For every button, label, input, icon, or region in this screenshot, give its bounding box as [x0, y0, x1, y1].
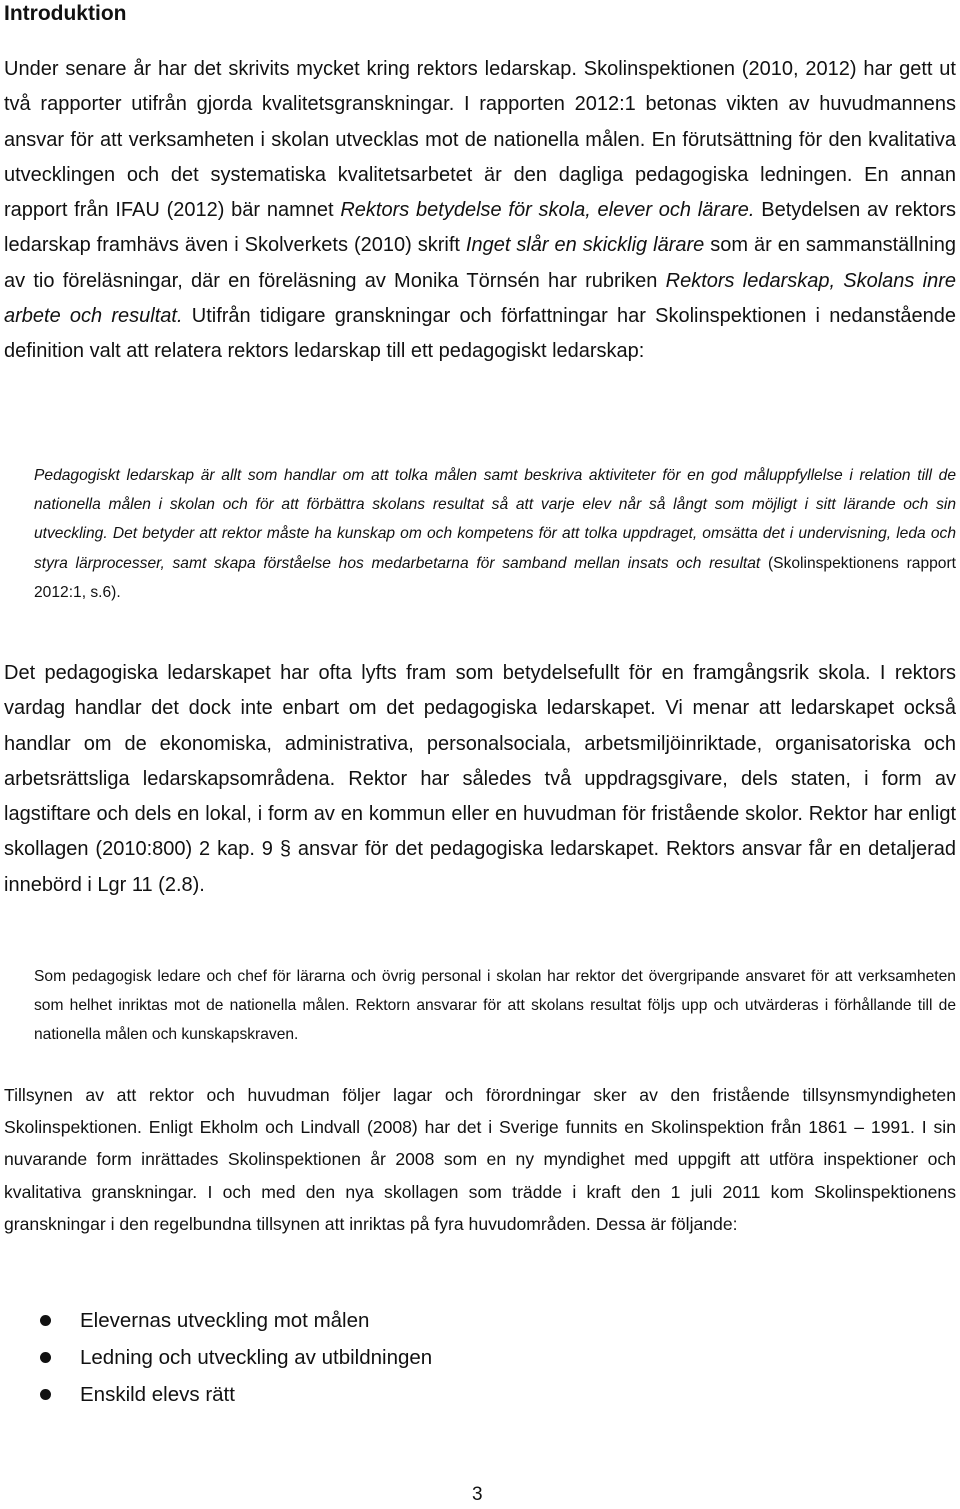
leadership-paragraph: Det pedagogiska ledarskapet har ofta lyfts fram som betydelsefullt för en framgångsrik skola. I rektors vardag handlar det dock inte enbart om det pedagogiska ledarskapet. Vi menar att ledarskapet också handlar om de ekonomiska, administrativa, personalsociala, arbetsmiljöinriktade, organisatoriska och arbetsrättsliga ledarskapsområdena. Rektor har således två uppdragsgivare, dels staten, i form av lagstiftare och dels en lokal, i form av en kommun eller en huvudman för fristående skolor. Rektor har enligt skollagen (2010:800) 2 kap. 9 § ansvar för det pedagogiska ledarskapet. Rektors ansvar får en detaljerad innebörd i Lgr 11 (2.8).	[4, 662, 956, 896]
list-item-label: Elevernas utveckling mot målen	[80, 1309, 370, 1332]
list-item-label: Ledning och utveckling av utbildningen	[80, 1346, 433, 1369]
intro-paragraph	[4, 52, 956, 370]
intro-italic-title-1: Rektors betydelse för skola, elever och lärare.	[340, 199, 755, 222]
intro-text-3: som är en sammanställning av tio föreläsningar, där en föreläsning av Monika Törnsén har rubriken	[4, 234, 956, 292]
bullet-icon	[40, 1389, 51, 1400]
intro-italic-title-2: Inget slår en skicklig lärare	[465, 234, 705, 257]
list-item	[4, 1339, 432, 1376]
focus-areas-list	[4, 1302, 432, 1413]
intro-text-4: Utifrån tidigare granskningar och författningar har Skolinspektionen i nedanstående definition valt att relatera rektors ledarskap till ett pedagogiskt ledarskap:	[4, 305, 956, 363]
page-number: 3	[472, 1484, 483, 1505]
bullet-icon	[40, 1315, 51, 1326]
intro-text-1: Under senare år har det skrivits mycket kring rektors ledarskap. Skolinspektionen (2010, 2012) har gett ut två rapporter utifrån gjorda kvalitetsgranskningar. I rapporten 2012:1 betonas vikten av huvudmannens ansvar för att verksamheten i skolan utvecklas mot de nationella målen. En förutsättning för den kvalitativa utvecklingen och det systematiska kvalitetsarbetet är den dagliga pedagogiska ledningen. En annan rapport från IFAU (2012) bär namnet	[4, 58, 956, 222]
supervision-paragraph: Tillsynen av att rektor och huvudman följer lagar och förordningar sker av den fristående tillsynsmyndigheten Skolinspektionen. Enligt Ekholm och Lindvall (2008) har det i Sverige funnits en Skolinspektion från 1861 – 1991. I sin nuvarande form inrättades Skolinspektionen år 2008 som en ny myndighet med uppgift att utföra inspektioner och kvalitativa granskningar. I och med den nya skollagen som trädde i kraft den 1 juli 2011 kom Skolinspektionens granskningar i den regelbundna tillsynen att inriktas på fyra huvudområden. Dessa är följande:	[4, 1085, 956, 1234]
intro-italic-title-3: Rektors ledarskap, Skolans inre arbete och resultat.	[4, 269, 956, 328]
lgr11-quote: Som pedagogisk ledare och chef för lärarna och övrig personal i skolan har rektor det övergripande ansvaret för att verksamheten som helhet inriktas mot de nationella målen. Rektorn ansvarar för att skolans resultat följs upp och utvärderas i förhållande till de nationella målen och kunskapskraven.	[34, 968, 956, 1044]
definition-quote-citation: (Skolinspektionens rapport 2012:1, s.6).	[34, 554, 956, 601]
list-item	[4, 1376, 432, 1413]
list-item-label: Enskild elevs rätt	[80, 1383, 235, 1406]
section-heading: Introduktion	[4, 2, 127, 25]
bullet-icon	[40, 1352, 51, 1363]
intro-text-2: Betydelsen av rektors ledarskap framhävs även i Skolverkets (2010) skrift	[4, 199, 956, 257]
definition-quote-text: Pedagogiskt ledarskap är allt som handlar om att tolka målen samt beskriva aktiviteter för en god måluppfyllelse i relation till de nationella målen i skolan och för att förbättra skolans resultat så att varje elev når så långt som möjligt i sitt lärande och sin utveckling. Det betyder att rektor måste ha kunskap om och kompetens för att tolka uppdraget, omsätta det i undervisning, leda och styra lärprocesser, samt skapa förståelse hos medarbetarna för samband mellan insats och resultat	[34, 467, 956, 572]
definition-quote	[34, 461, 956, 607]
list-item	[4, 1302, 432, 1339]
